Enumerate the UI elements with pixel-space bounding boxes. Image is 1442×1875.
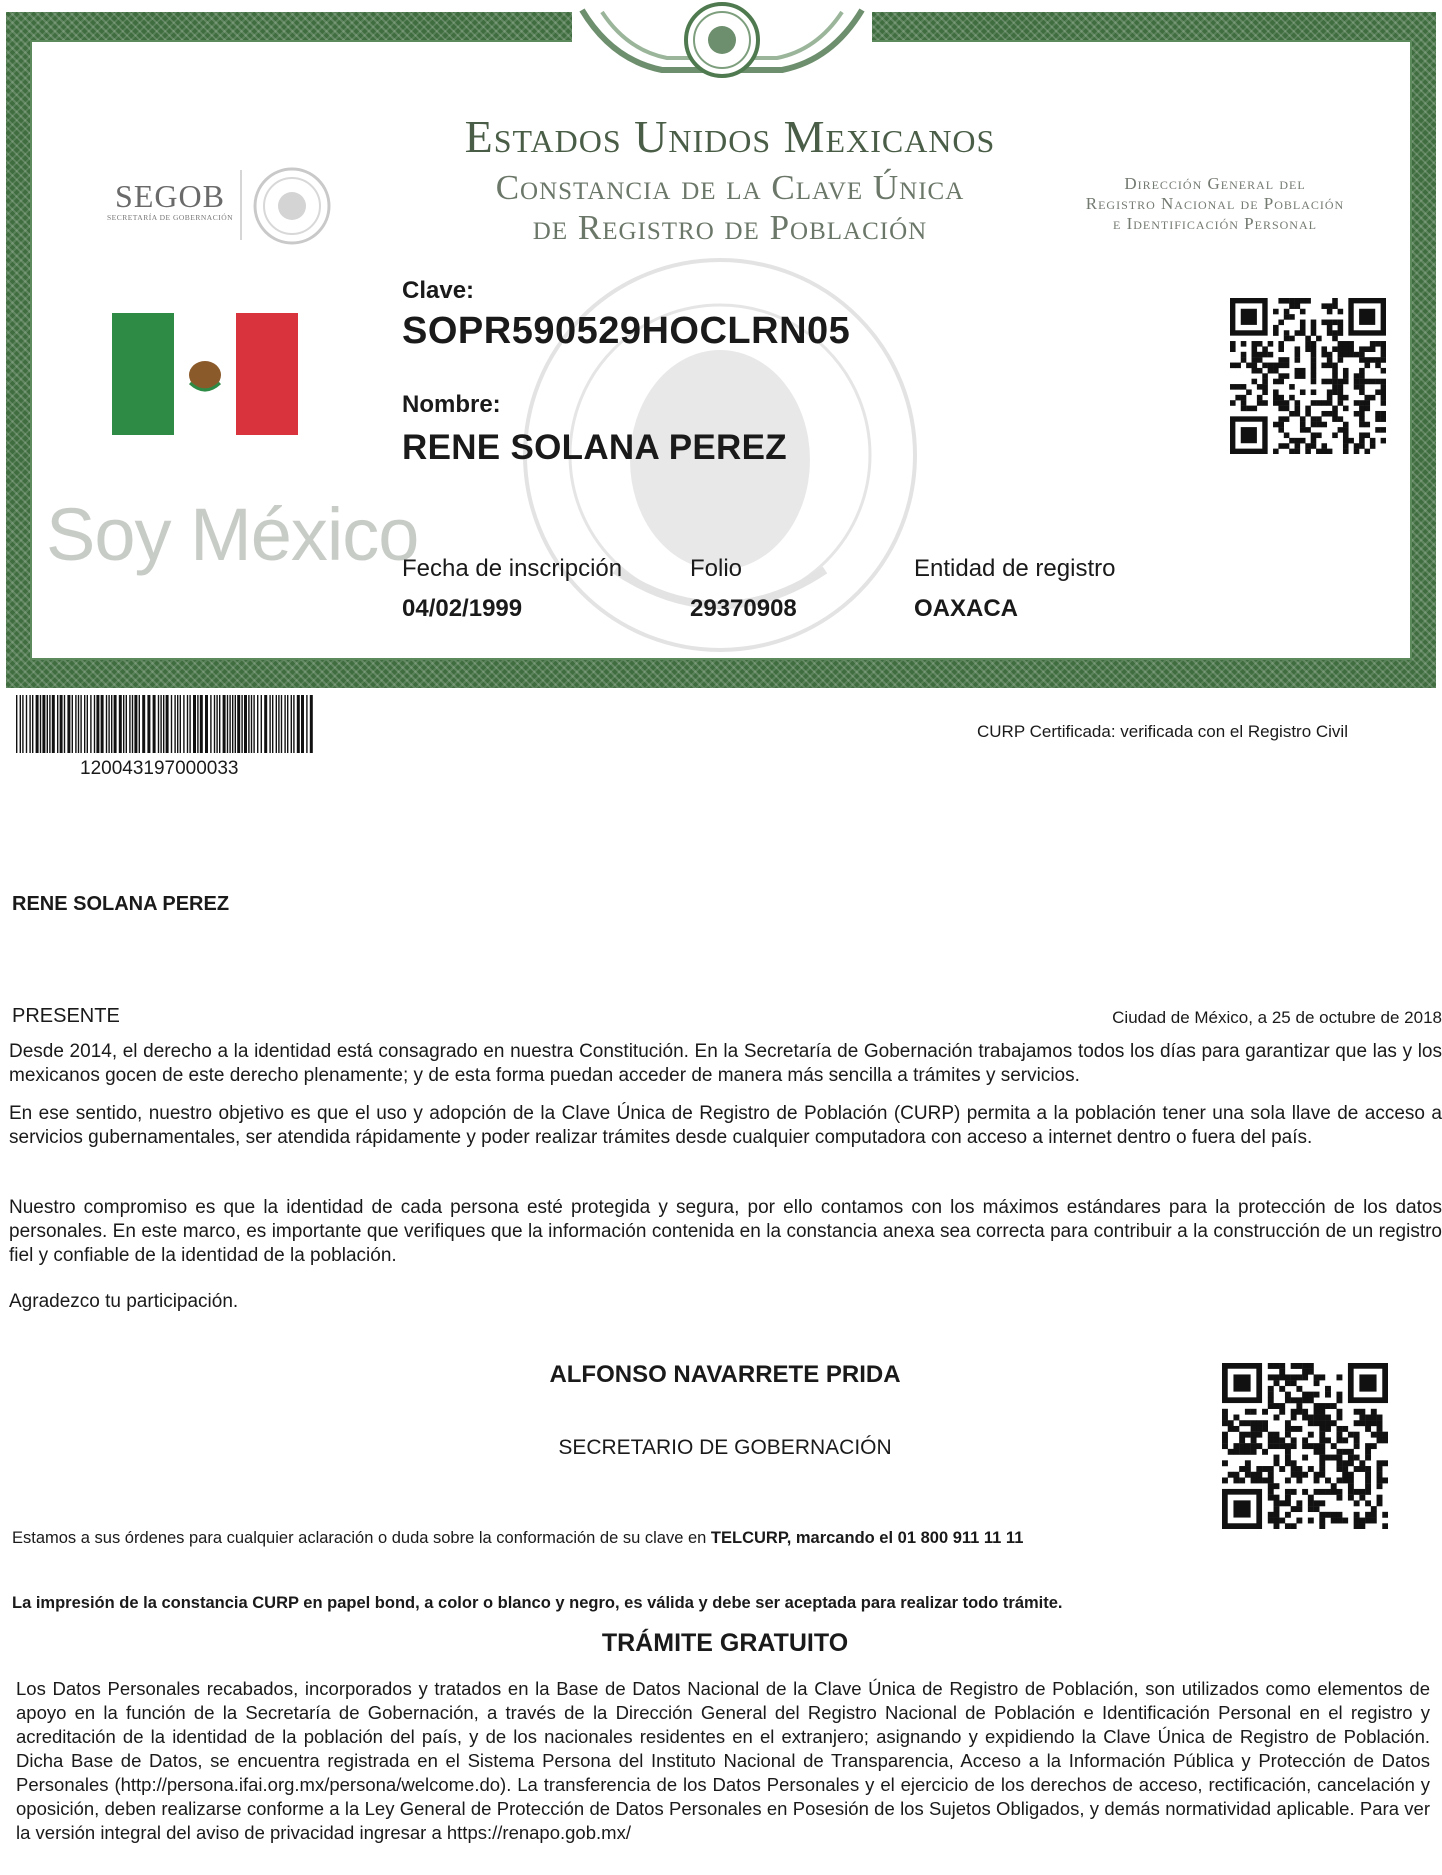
logo-divider	[240, 170, 242, 240]
segob-logo-text: SEGOB	[115, 178, 225, 214]
segob-logo-subtext: SECRETARÍA DE GOBERNACIÓN	[106, 213, 234, 222]
document-subtitle-line1: Constancia de la Clave Única	[495, 168, 965, 207]
tramite-gratuito-heading: TRÁMITE GRATUITO	[601, 1629, 849, 1657]
fecha-inscripcion-label: Fecha de inscripción	[402, 555, 623, 582]
document-title: Estados Unidos Mexicanos	[464, 111, 996, 162]
letter-date-place: Ciudad de México, a 25 de octubre de 2018	[1112, 1008, 1442, 1027]
letter-addressee: RENE SOLANA PEREZ	[12, 893, 230, 915]
curp-certificada-note: CURP Certificada: verificada con el Registro Civil	[977, 722, 1348, 741]
entidad-registro-value: OAXACA	[914, 595, 1019, 622]
qr-code-icon	[1222, 1363, 1388, 1529]
nombre-label: Nombre:	[402, 391, 501, 418]
mexican-flag-icon	[112, 313, 298, 435]
clave-value: SOPR590529HOCLRN05	[402, 310, 851, 352]
telcurp-phone: TELCURP, marcando el 01 800 911 11 11	[710, 1529, 1024, 1547]
signatory-title: SECRETARIO DE GOBERNACIÓN	[558, 1436, 892, 1459]
dg-line-2: Registro Nacional de Población	[1085, 194, 1345, 213]
folio-label: Folio	[690, 555, 743, 582]
qr-code-icon	[1230, 298, 1386, 454]
barcode-number: 120043197000033	[80, 758, 239, 779]
national-seal-icon	[252, 166, 332, 246]
telcurp-text: Estamos a sus órdenes para cualquier aclaración o duda sobre la conformación de su clave en	[12, 1529, 711, 1547]
clave-label: Clave:	[402, 277, 475, 304]
soy-mexico-brand: Soy México	[46, 493, 419, 576]
segob-logo	[100, 178, 240, 222]
dg-line-3: e Identificación Personal	[1113, 214, 1317, 233]
entidad-registro-label: Entidad de registro	[914, 555, 1116, 582]
letter-paragraph: Desde 2014, el derecho a la identidad está consagrado en nuestra Constitución. En la Secretaría de Gobernación trabajamos todos los días para garantizar que las y los mexicanos gocen de este derecho plenamente; y de esta forma puedan acceder de manera más sencilla a trámites y servicios.	[9, 1041, 1442, 1086]
letter-paragraph: En ese sentido, nuestro objetivo es que el uso y adopción de la Clave Única de Registro de Población (CURP) permita a la población tener una sola llave de acceso a servicios gubernamentales, ser atendida rápidamente y poder realizar trámites desde cualquier computadora con acceso a internet dentro o fuera del país.	[9, 1103, 1442, 1148]
privacy-notice: Los Datos Personales recabados, incorporados y tratados en la Base de Datos Nacional de la Clave Única de Registro de Población, son utilizados como elementos de apoyo en la función de la Secretaría de Gobernación, a través de la Dirección General del Registro Nacional de Población e Identificación Personal en el registro y acreditación de la identidad de la población del país, y de los nacionales residentes en el extranjero; asignando y expidiendo la Clave Única de Registro de Población. Dicha Base de Datos, se encuentra registrada en el Sistema Persona del Instituto Nacional de Transparencia, Acceso a la Información Pública y Protección de Datos Personales (http://persona.ifai.org.mx/persona/welcome.do). La transferencia de los Datos Personales y el ejercicio de los derechos de acceso, rectificación, cancelación y oposición, deben realizarse conforme a la Ley General de Protección de Datos Personales en Posesión de los Sujetos Obligados, y demás normatividad aplicable. Para ver la versión integral del aviso de privacidad ingresar a https://renapo.gob.mx/	[16, 1678, 1430, 1843]
fecha-inscripcion-value: 04/02/1999	[402, 595, 523, 622]
coat-of-arms-ornament	[572, 0, 872, 92]
telcurp-note	[12, 1529, 1023, 1548]
letter-presente: PRESENTE	[12, 1005, 120, 1027]
dg-line-1: Dirección General del	[1124, 174, 1306, 193]
signatory-name: ALFONSO NAVARRETE PRIDA	[549, 1361, 901, 1388]
letter-paragraph: Nuestro compromiso es que la identidad de cada persona esté protegida y segura, por ello contamos con los máximos estándares para la protección de los datos personales. En este marco, es importante que verifiques que la información contenida en la constancia anexa sea correcta para contribuir a la construcción de un registro fiel y confiable de la identidad de la población.	[9, 1197, 1442, 1266]
folio-value: 29370908	[690, 595, 797, 622]
document-subtitle-line2: de Registro de Población	[532, 208, 928, 247]
letter-closing: Agradezco tu participación.	[9, 1291, 239, 1312]
nombre-value: RENE SOLANA PEREZ	[402, 428, 787, 467]
direccion-general-label	[1060, 174, 1370, 234]
impresion-validity-note: La impresión de la constancia CURP en papel bond, a color o blanco y negro, es válida y debe ser aceptada para realizar todo trámite.	[12, 1594, 1063, 1612]
barcode-icon	[16, 695, 314, 753]
